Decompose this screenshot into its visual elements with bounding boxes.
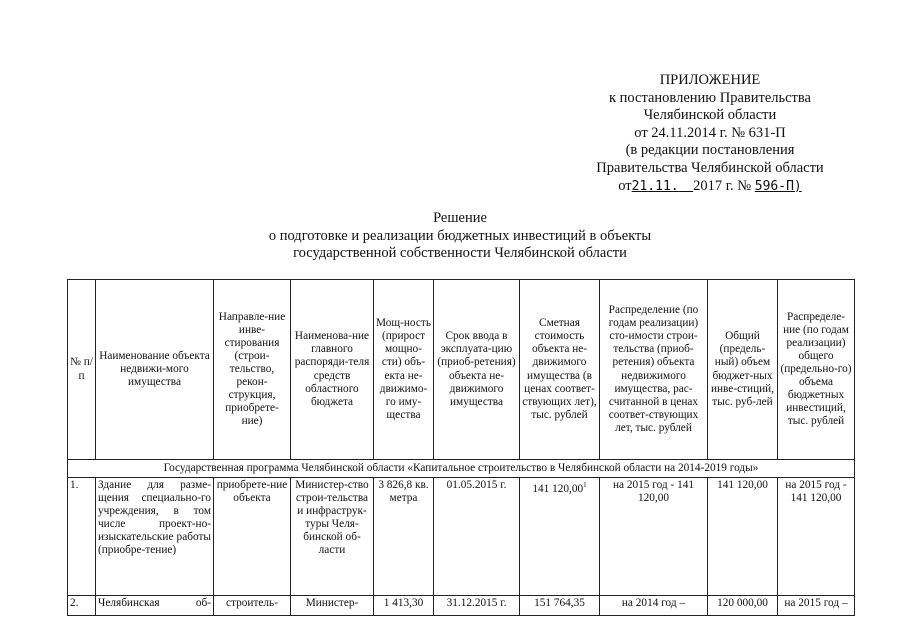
object-name: Здание для разме-щения специально-го учреждения, в том числе проект-но-изыскательские работы (приобре-тение) — [96, 478, 214, 596]
total-investment: 141 120,00 — [708, 478, 778, 596]
footnote-mark: 1 — [583, 481, 587, 489]
header-cell: Общий (предель-ный) объем бюджет-ных инве-стиций, тыс. руб-лей — [708, 280, 778, 460]
program-title: Государственная программа Челябинской области «Капитальное строительство в Челябинской области на 2014-2019 годы» — [68, 460, 855, 478]
investment-table — [67, 279, 855, 616]
row-number: 2. — [68, 596, 96, 616]
appendix-block — [560, 72, 860, 195]
table-row — [68, 478, 855, 596]
appendix-line-6-day: 21.11. — [631, 178, 679, 194]
cost-distribution: на 2014 год – — [600, 596, 708, 616]
header-cell: Направле-ние инве-стирования (строи-тельство, рекон-струкция, приобрете-ние) — [214, 280, 291, 460]
investment-distribution: на 2015 год – — [778, 596, 855, 616]
header-cell: Наименова-ние главного распоряди-теля средств областного бюджета — [291, 280, 374, 460]
header-cell: Распределение (по годам реализации) сто-имости строи-тельства (приоб-ретения) объекта недвижимого имущества, рас-считанной в ценах соответ-ствующих лет, тыс. рублей — [600, 280, 708, 460]
commissioning-date: 31.12.2015 г. — [434, 596, 520, 616]
estimated-cost-value: 141 120,00 — [532, 482, 584, 495]
estimated-cost — [520, 478, 600, 596]
decision-title: Решение — [433, 210, 487, 226]
header-cell: Мощ-ность (прирост мощно-сти) объ-екта не-движимо-го иму-щества — [374, 280, 434, 460]
total-investment: 120 000,00 — [708, 596, 778, 616]
appendix-line-1: к постановлению Правительства — [609, 89, 811, 106]
appendix-line-6-prefix: от — [618, 177, 632, 194]
header-cell: Срок ввода в эксплуата-цию (приоб-ретения) объекта не-движимого имущества — [434, 280, 520, 460]
program-row — [68, 460, 855, 478]
header-cell: Распределе-ние (по годам реализации) общего (предельно-го) объема бюджетных инвестиций, тыс. рублей — [778, 280, 855, 460]
header-cell: № п/п — [68, 280, 96, 460]
budget-manager: Министер- — [291, 596, 374, 616]
header-cell: Сметная стоимость объекта не-движимого имущества (в ценах соответ-ствующих лет), тыс. рублей — [520, 280, 600, 460]
appendix-line-3: от 24.11.2014 г. № 631-П — [634, 124, 786, 141]
decision-line-1: о подготовке и реализации бюджетных инвестиций в объекты — [268, 227, 652, 244]
table-header-row — [68, 280, 855, 460]
appendix-line-5: Правительства Челябинской области — [596, 159, 824, 176]
capacity: 3 826,8 кв. метра — [374, 478, 434, 596]
cost-distribution: на 2015 год - 141 120,00 — [600, 478, 708, 596]
appendix-line-6 — [560, 178, 860, 196]
appendix-line-6-number: 596-П) — [754, 178, 802, 194]
decision-line-2: государственной собственности Челябинской области — [293, 245, 627, 261]
appendix-line-4: (в редакции постановления — [625, 142, 795, 159]
investment-distribution: на 2015 год - 141 120,00 — [778, 478, 855, 596]
commissioning-date: 01.05.2015 г. — [434, 478, 520, 596]
object-name: Челябинская об- — [96, 596, 214, 616]
investment-direction: строитель- — [214, 596, 291, 616]
investment-direction: приобрете-ние объекта — [214, 478, 291, 596]
row-number: 1. — [68, 478, 96, 596]
decision-heading — [200, 210, 720, 263]
header-cell: Наименование объекта недвижи-мого имущества — [96, 280, 214, 460]
capacity: 1 413,30 — [374, 596, 434, 616]
budget-manager: Министер-ство строи-тельства и инфраструк-туры Челя-бинской об-ласти — [291, 478, 374, 596]
table-row — [68, 596, 855, 616]
appendix-line-6-mid: 2017 г. № — [693, 177, 752, 194]
appendix-title: ПРИЛОЖЕНИЕ — [659, 72, 761, 88]
estimated-cost: 151 764,35 — [520, 596, 600, 616]
appendix-line-2: Челябинской области — [643, 107, 777, 124]
